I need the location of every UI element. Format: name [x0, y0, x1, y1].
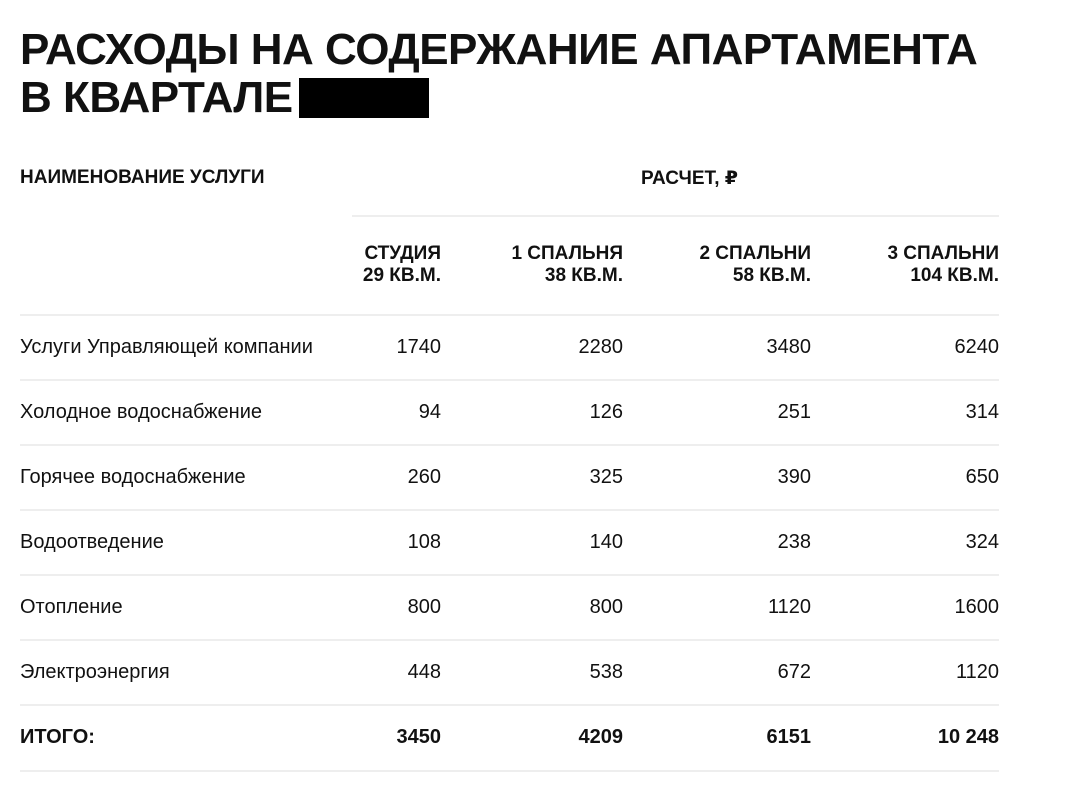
table-row [0, 445, 1082, 509]
value-1-bedroom: 325 [589, 466, 623, 488]
total-2-bedrooms: 6151 [766, 726, 811, 748]
column-header-area: 104 КВ.М. [910, 265, 999, 286]
value-2-bedrooms: 672 [777, 661, 811, 683]
value-2-bedrooms: 390 [777, 466, 811, 488]
column-header-name: СТУДИЯ [364, 243, 441, 264]
service-name: Электроэнергия [20, 661, 170, 683]
service-name: Холодное водоснабжение [20, 401, 263, 423]
table-row [0, 575, 1082, 639]
total-3-bedrooms: 10 248 [937, 726, 999, 748]
column-header-name: 2 СПАЛЬНИ [699, 243, 811, 264]
value-studio: 1740 [396, 336, 441, 358]
table-row [0, 315, 1082, 379]
table-row [0, 510, 1082, 574]
column-header-2-bedrooms [699, 243, 811, 287]
value-3-bedrooms: 650 [965, 466, 999, 488]
total-studio: 3450 [396, 726, 441, 748]
value-studio: 448 [407, 661, 441, 683]
column-header-studio [363, 243, 441, 287]
title-line-1: РАСХОДЫ НА СОДЕРЖАНИЕ АПАРТАМЕНТА [20, 25, 978, 74]
value-2-bedrooms: 3480 [766, 336, 811, 358]
column-header-1-bedroom [511, 243, 623, 287]
column-header-3-bedrooms [887, 243, 999, 287]
value-studio: 260 [407, 466, 441, 488]
calculation-header: РАСЧЕТ, ₽ [641, 168, 739, 189]
service-column-header: НАИМЕНОВАНИЕ УСЛУГИ [20, 167, 265, 188]
service-name: Горячее водоснабжение [20, 466, 246, 488]
value-1-bedroom: 140 [589, 531, 623, 553]
page-title [20, 26, 977, 122]
column-header-area: 58 КВ.М. [732, 265, 811, 286]
value-3-bedrooms: 324 [965, 531, 999, 553]
value-studio: 108 [407, 531, 441, 553]
value-3-bedrooms: 6240 [954, 336, 999, 358]
value-2-bedrooms: 251 [777, 401, 811, 423]
value-3-bedrooms: 314 [965, 401, 999, 423]
column-header-area: 38 КВ.М. [544, 265, 623, 286]
value-1-bedroom: 538 [589, 661, 623, 683]
value-3-bedrooms: 1600 [954, 596, 999, 618]
total-row [0, 705, 1082, 769]
service-name: Водоотведение [20, 531, 164, 553]
value-1-bedroom: 126 [589, 401, 623, 423]
header-divider [352, 215, 999, 217]
value-2-bedrooms: 1120 [767, 596, 811, 618]
service-name: Отопление [20, 596, 123, 618]
value-3-bedrooms: 1120 [955, 661, 999, 683]
redaction-block [299, 78, 429, 118]
value-1-bedroom: 800 [589, 596, 623, 618]
total-1-bedroom: 4209 [578, 726, 623, 748]
table-row [0, 640, 1082, 704]
total-label: ИТОГО: [20, 726, 95, 748]
title-line-2-text: В КВАРТАЛЕ [20, 73, 293, 122]
value-studio: 94 [418, 401, 441, 423]
value-1-bedroom: 2280 [578, 336, 623, 358]
table-bottom-divider [20, 770, 999, 772]
table-row [0, 380, 1082, 444]
service-name: Услуги Управляющей компании [20, 336, 313, 358]
title-line-2 [20, 74, 977, 122]
column-header-name: 1 СПАЛЬНЯ [511, 243, 623, 264]
column-header-name: 3 СПАЛЬНИ [887, 243, 999, 264]
value-studio: 800 [407, 596, 441, 618]
value-2-bedrooms: 238 [777, 531, 811, 553]
column-header-area: 29 КВ.М. [362, 265, 441, 286]
